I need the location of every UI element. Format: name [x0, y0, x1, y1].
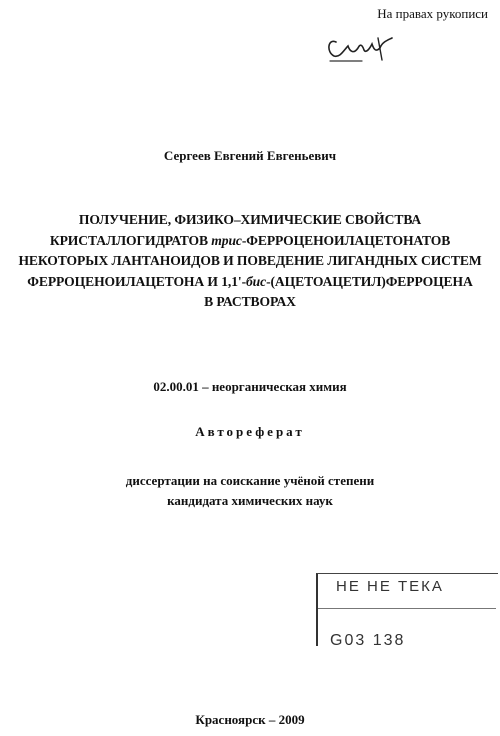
title-line-3: НЕКОТОРЫХ ЛАНТАНОИДОВ И ПОВЕДЕНИЕ ЛИГАНДНЫХ СИСТЕМ: [18, 253, 482, 268]
title-line-2-a: КРИСТАЛЛОГИДРАТОВ: [49, 232, 212, 248]
title-line-5: В РАСТВОРАХ: [204, 294, 296, 309]
stamp-text-1: НЕ НЕ ТЕКА: [336, 578, 444, 595]
title-line-1: ПОЛУЧЕНИЕ, ФИЗИКО–ХИМИЧЕСКИЕ СВОЙСТВА: [78, 212, 422, 227]
rights-note: На правах рукописи: [377, 6, 488, 21]
title-line-2-b: -ФЕРРОЦЕНОИЛАЦЕТОНАТОВ: [241, 232, 451, 248]
title-line-4-b: -(АЦЕТОАЦЕТИЛ)ФЕРРОЦЕНА: [266, 273, 473, 289]
stamp-divider: [318, 608, 496, 609]
specialty-code: 02.00.01 – неорганическая химия: [153, 379, 347, 394]
title-line-4-italic: бис: [246, 273, 267, 289]
title-line-4-a: ФЕРРОЦЕНОИЛАЦЕТОНА И 1,1'-: [27, 273, 246, 289]
degree-line-2: кандидата химических наук: [167, 493, 333, 508]
author-name: Сергеев Евгений Евгеньевич: [163, 148, 337, 163]
title-line-2: [14, 231, 486, 252]
degree-line-1: диссертации на соискание учёной степени: [125, 473, 375, 488]
degree-statement: [0, 471, 500, 511]
dissertation-title: [14, 210, 486, 313]
stamp-text-2: G03 138: [330, 632, 406, 649]
title-line-4: [14, 272, 486, 293]
title-line-2-italic: трис: [211, 232, 242, 248]
document-type: Автореферат: [195, 424, 305, 439]
city-year: Красноярск – 2009: [195, 712, 305, 727]
signature: [322, 28, 398, 68]
